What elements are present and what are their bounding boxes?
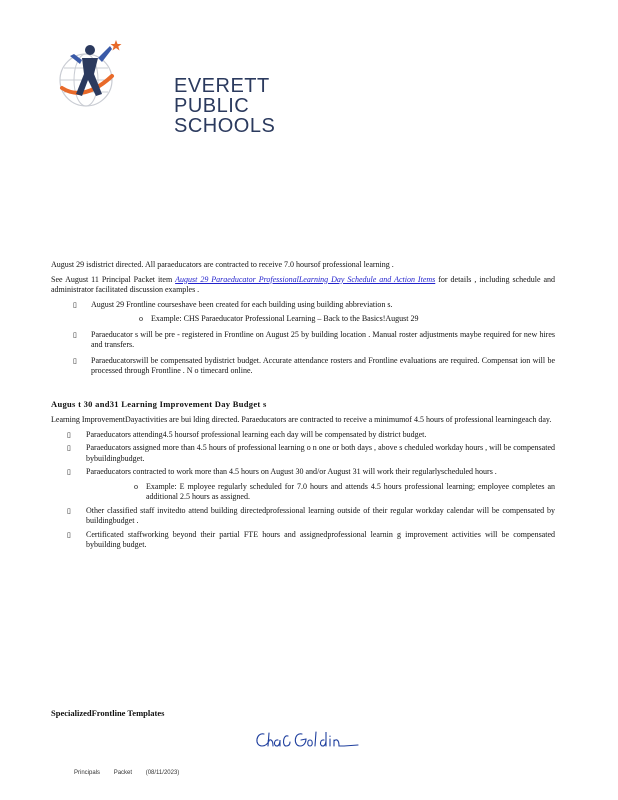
- logo-emblem-icon: [54, 36, 124, 110]
- see-prefix: See August 11 Principal Packet item: [51, 274, 173, 284]
- list-item: ▯ Certificated staffworking beyond their partial FTE hours and assignedprofessional learnin g improvement activities will be compensated bybuilding budget.: [51, 530, 555, 551]
- sub-list: [86, 482, 555, 503]
- section2-bullets: [51, 430, 555, 551]
- list-item: ▯ Paraeducatorswill be compensated bydistrict budget. Accurate attendance rosters and Frontline evaluations are required. Compensat ion will be processed through Frontline . N o timecard online.: [51, 356, 555, 377]
- list-item: [51, 300, 555, 325]
- signature-image: [252, 728, 362, 752]
- district-logo: [54, 36, 276, 137]
- document-body: [51, 260, 555, 554]
- logo-line-2: PUBLIC: [174, 95, 250, 117]
- sub-list-item: o Example: E mployee regularly scheduled for 7.0 hours and attends 4.5 hours professional learning; employee completes an additional 2.5 hours as assigned.: [86, 482, 555, 503]
- sub-list: [91, 314, 555, 325]
- section1-bullets: [51, 300, 555, 377]
- logo-line-3: SCHOOLS: [174, 115, 276, 137]
- list-item: ▯ Other classified staff invitedto attend building directedprofessional learning outside of their regular workday calendar will be compensated by buildingbudget .: [51, 506, 555, 527]
- logo-line-1: EVERETT: [174, 75, 270, 97]
- list-item: ▯ Paraeducator s will be pre - registered in Frontline on August 25 by building location . Manual roster adjustments maybe required for new hires and transfers.: [51, 330, 555, 351]
- section2-intro: Learning ImprovementDayactivities are bui lding directed. Paraeducators are contracted to receive a minimumof 4.5 hours of professional learningeach day.: [51, 415, 552, 424]
- logo-wordmark: [174, 76, 314, 136]
- sub-list-item: o Example: CHS Paraeducator Professional Learning – Back to the Basics!August 29: [91, 314, 555, 325]
- footer-date: (08/11/2023): [145, 770, 180, 776]
- list-item: ▯ Paraeducators assigned more than 4.5 hours of professional learning o n one or both days , above s cheduled workday hours , will be compensated bybuildingbudget.: [51, 443, 555, 464]
- section1-intro: August 29 isdistrict directed. All paraeducators are contracted to receive 7.0 hoursof professional learning .: [51, 260, 394, 269]
- list-item: [51, 467, 555, 503]
- see-suffix: for details , including schedule and administrator facilitated discussion examples .: [51, 274, 556, 294]
- page-footer: [74, 770, 191, 776]
- bullet-text: August 29 Frontline courseshave been created for each building using building abbreviation s.: [91, 299, 393, 309]
- list-item: ▯ Paraeducators attending4.5 hoursof professional learning each day will be compensated by district budget.: [51, 430, 555, 441]
- footer-packet: Packet: [113, 770, 133, 776]
- bullet-text: Paraeducators contracted to work more than 4.5 hours on August 30 and/or August 31 will work their regularlyscheduled hours .: [86, 467, 497, 476]
- section2-heading: Augus t 30 and31 Learning Improvement Day Budget s: [51, 398, 267, 409]
- schedule-link[interactable]: August 29 Paraeducator ProfessionalLearning Day Schedule and Action Items: [175, 274, 436, 284]
- footer-principals: Principals: [74, 770, 101, 776]
- templates-heading: SpecializedFrontline Templates: [51, 708, 165, 718]
- section1-see-paragraph: [51, 275, 555, 296]
